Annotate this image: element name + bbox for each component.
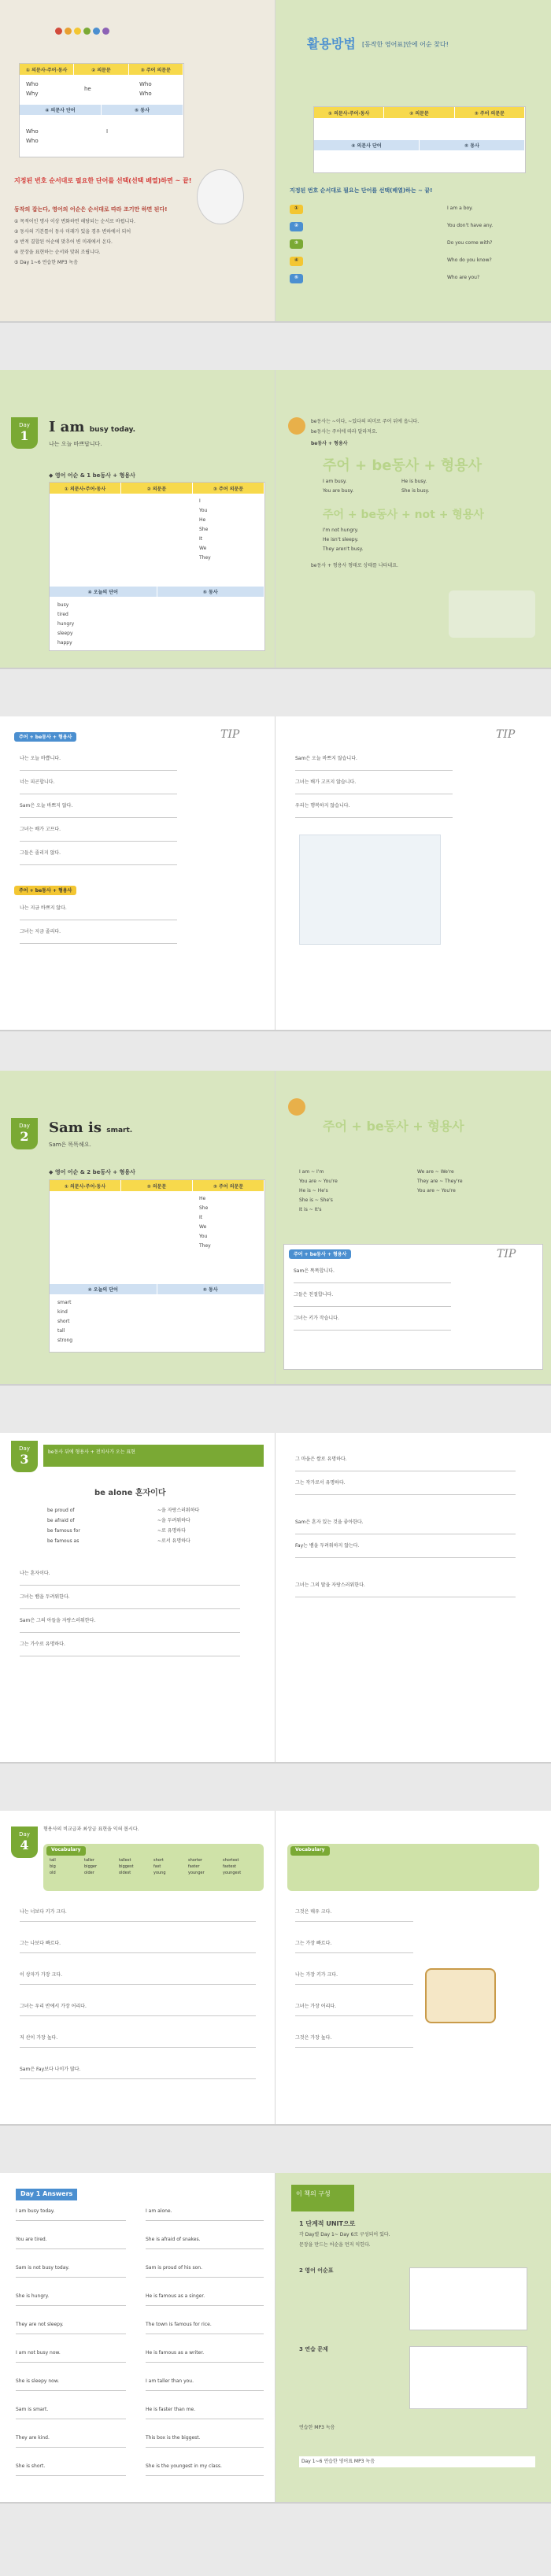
- exercise-item: Sam은 오늘 바쁘지 않다.: [20, 803, 73, 809]
- word: tall: [57, 1328, 65, 1334]
- right-rows: [290, 203, 542, 290]
- list-item: 그는 가장 빠르다.: [295, 1941, 332, 1946]
- table-head-1: ① 의문사·주어·동사: [50, 483, 121, 494]
- table-head-2: ② 의문문: [384, 107, 454, 118]
- bubble-text: 지정된 번호 순서대로 필요한 단어를 선택(선택 배열)하면 ~ 끝!: [14, 177, 192, 184]
- vocab-label: Vocabulary: [46, 1846, 86, 1856]
- list-item: 나는 가장 키가 크다.: [295, 1972, 338, 1978]
- col3-item: She: [199, 1205, 209, 1211]
- rabbit-mascot-icon: [197, 169, 244, 224]
- table-cell: Who: [26, 81, 39, 87]
- spread-7: [0, 2173, 551, 2504]
- word: short: [57, 1319, 70, 1324]
- word: strong: [57, 1338, 73, 1343]
- exercise-item: Sam은 오늘 바쁘지 않습니다.: [295, 756, 357, 761]
- note: They aren't busy.: [323, 546, 364, 552]
- list-item: She is the youngest in my class.: [146, 2463, 222, 2469]
- vocab-word: taller: [84, 1858, 94, 1863]
- day-tab: Day 2: [11, 1118, 38, 1149]
- vocab-word: big: [50, 1864, 56, 1869]
- col3-item: You: [199, 1234, 208, 1239]
- phrase-ko: ~로 유명하다: [157, 1528, 186, 1534]
- vocab-box-right: [287, 1844, 539, 1891]
- table-head-2: ② 의문문: [121, 483, 193, 494]
- table-head-1: ① 의문사·주어·동사: [50, 1180, 121, 1191]
- list-item: 그녀는 가장 어리다.: [295, 2004, 337, 2009]
- table-cell: Who: [26, 128, 39, 135]
- col3-item: We: [199, 546, 207, 551]
- list-item: 그것은 가장 높다.: [295, 2035, 332, 2041]
- page-1-left: [0, 0, 276, 321]
- spread-6: [0, 1811, 551, 2126]
- car-illustration-icon: [449, 590, 535, 638]
- section-label: ◆ 영어 어순 & 1 be동사 + 형용사: [49, 472, 135, 479]
- list-item: The town is famous for rice.: [146, 2322, 212, 2327]
- tv-illustration-icon: [425, 1968, 496, 2023]
- left-point: ④ 문장을 표현하는 순서와 맞춰 조립니다.: [14, 250, 101, 255]
- note: I'm not hungry.: [323, 527, 359, 533]
- step-label: 주어 + be동사 + 형용사: [289, 1249, 351, 1259]
- room-illustration-icon: [299, 835, 441, 945]
- vocab-grid: [50, 1858, 257, 1875]
- page-title: 활용방법: [307, 36, 356, 51]
- list-item: This box is the biggest.: [146, 2435, 201, 2441]
- list-item: I am taller than you.: [146, 2378, 194, 2384]
- contraction: We are ~ We're: [417, 1169, 454, 1175]
- contraction: They are ~ They're: [417, 1179, 463, 1184]
- day1-left: [0, 370, 276, 668]
- order-table: [19, 63, 184, 157]
- vocab-word: fastest: [223, 1864, 237, 1869]
- list-item: They are kind.: [16, 2435, 50, 2441]
- exercise-item: 그녀는 배가 고프다.: [20, 827, 61, 832]
- list-item: Sam is proud of his son.: [146, 2265, 202, 2271]
- vocab-word: fast: [153, 1864, 161, 1869]
- spread-4: [0, 1071, 551, 1386]
- list-item: I am busy today.: [16, 2208, 55, 2214]
- point: He is busy.: [401, 479, 427, 484]
- vocab-word: oldest: [119, 1871, 131, 1875]
- list-item: They are not sleepy.: [16, 2322, 64, 2327]
- vocab-word: tall: [50, 1858, 56, 1863]
- list-item: He is faster than me.: [146, 2407, 196, 2412]
- list-item: I am alone.: [146, 2208, 172, 2214]
- exercise-item: 그들은 친절합니다.: [294, 1292, 334, 1297]
- exercise-item: 그는 작가로서 유명하다.: [295, 1480, 346, 1486]
- point: be동사 + 형용사: [311, 441, 348, 446]
- table-head-3: ③ 주어 의문문: [455, 107, 525, 118]
- list-item: Sam은 Fay보다 나이가 많다.: [20, 2067, 81, 2072]
- subhead-2: ⑤ 동사: [157, 587, 265, 597]
- row-answer: Do you come with?: [447, 240, 493, 246]
- exercise-item: Fay는 뱀을 두려워하지 않는다.: [295, 1543, 360, 1549]
- left-heading: 동작의 잡는다, 영어의 어순은 순서대로 따라 조기만 하면 된다!: [14, 206, 168, 213]
- formula-1: 주어 + be동사 + 형용사: [323, 457, 483, 474]
- col3-item: You: [199, 508, 208, 513]
- exercise-item: 너는 피곤합니다.: [20, 779, 55, 785]
- col3-item: They: [199, 555, 211, 561]
- row-answer: You don't have any.: [447, 223, 494, 228]
- day1-exercise-left: [0, 716, 276, 1030]
- list-item: She is hungry.: [16, 2293, 50, 2299]
- contraction: You are ~ You're: [417, 1188, 456, 1194]
- vocab-box: [43, 1844, 264, 1891]
- list-item: 그것은 매우 크다.: [295, 1909, 332, 1915]
- day2-right: [276, 1071, 551, 1384]
- table-cell: he: [84, 86, 91, 92]
- vocab-word: young: [153, 1871, 166, 1875]
- bottom-note: be동사 + 형용사 형태로 상태를 나타내요.: [311, 563, 398, 568]
- col3-item: It: [199, 1215, 203, 1220]
- list-item: Sam is not busy today.: [16, 2265, 69, 2271]
- table-head-3: ③ 주어 의문문: [193, 483, 264, 494]
- word: hungry: [57, 621, 75, 627]
- chick-mascot-icon: [288, 417, 305, 435]
- table-head-2: ② 의문문: [74, 64, 128, 75]
- word: happy: [57, 640, 72, 646]
- exercise-box: [283, 1244, 543, 1370]
- phrase: be afraid of: [47, 1518, 75, 1523]
- spread-1: [0, 0, 551, 323]
- guide-point: 문장을 만드는 어순을 먼저 익힌다.: [299, 2242, 371, 2248]
- list-item: 그는 나보다 빠르다.: [20, 1941, 61, 1946]
- word: busy: [57, 602, 69, 608]
- guide-point: 1 단계적 UNIT으로: [299, 2220, 356, 2227]
- vocab-word: youngest: [223, 1871, 242, 1875]
- vocab-word: bigger: [84, 1864, 98, 1869]
- right-heading: 지정된 번호 순서대로 필요는 단어를 선택(배열)하는 ~ 끝!: [290, 187, 433, 194]
- exercise-item: 그들은 졸리지 않다.: [20, 850, 61, 856]
- tip-label: TIP: [220, 728, 240, 741]
- contraction: I am ~ I'm: [299, 1169, 324, 1175]
- answers-left: [0, 2173, 276, 2502]
- spread-5: [0, 1433, 551, 1764]
- vocab-word: shorter: [188, 1858, 202, 1863]
- step-label: 주어 + be동사 + 형용사: [14, 732, 76, 742]
- point: be동사는 ~이다, ~있다의 의미로 주어 뒤에 옵니다.: [311, 419, 420, 424]
- answers-title: Day 1 Answers: [16, 2189, 77, 2200]
- row-label: ④: [290, 257, 303, 266]
- day1-exercise-right: [276, 716, 551, 1030]
- table-cell: Why: [26, 91, 39, 97]
- intro: 형용사의 비교급과 최상급 표현을 익혀 봅시다.: [43, 1827, 139, 1832]
- list-item: I am not busy now.: [16, 2350, 61, 2356]
- contraction: You are ~ You're: [299, 1179, 338, 1184]
- headline-ko: Sam은 똑똑해요.: [49, 1142, 91, 1148]
- formula: 주어 + be동사 + 형용사: [323, 1119, 464, 1134]
- list-item: She is short.: [16, 2463, 46, 2469]
- day1-table: [49, 482, 265, 651]
- table-head-2: ② 의문문: [121, 1180, 193, 1191]
- spread-3: [0, 716, 551, 1031]
- row-label: ②: [290, 222, 303, 231]
- center-title: be alone 혼자이다: [94, 1489, 166, 1497]
- list-item: He is famous as a writer.: [146, 2350, 205, 2356]
- exercise-item: Sam은 똑똑합니다.: [294, 1268, 335, 1274]
- col3-item: He: [199, 1196, 206, 1201]
- vocab-word: tallest: [119, 1858, 131, 1863]
- table-cell: Who: [139, 81, 152, 87]
- spread-2: [0, 370, 551, 669]
- left-point: ② 동사의 기본틀이 동사 미래가 있을 경우 변하에서 되어: [14, 229, 131, 235]
- table-cell: Who: [139, 91, 152, 97]
- list-item: 저 산이 가장 높다.: [20, 2035, 58, 2041]
- exercise-item: 그 마을은 쌀로 유명하다.: [295, 1456, 347, 1462]
- table-cell: Who: [26, 138, 39, 144]
- exercise-item: Sam은 혼자 있는 것을 좋아한다.: [295, 1519, 364, 1525]
- formula-2: 주어 + be동사 + not + 형용사: [323, 509, 484, 521]
- word: tired: [57, 612, 68, 617]
- tip-label: TIP: [496, 728, 516, 741]
- exercise-item: 그녀는 키가 작습니다.: [294, 1316, 339, 1321]
- subhead-2: ⑤ 동사: [157, 1284, 265, 1294]
- row2-head-1: ④ 의문사 단어: [20, 105, 102, 115]
- guide-point: 3 연습 문제: [299, 2346, 328, 2352]
- left-point: ③ 반적 결합된 어순에 맞추어 변 미래에서 온다.: [14, 239, 113, 245]
- vocab-word: shortest: [223, 1858, 239, 1863]
- day-headline: Sam is smart.: [49, 1120, 133, 1136]
- point: I am busy.: [323, 479, 347, 484]
- phrase: be famous as: [47, 1538, 80, 1544]
- day-footer: Day 1~6 연습한 영어표 MP3 녹음: [299, 2456, 535, 2467]
- exercise-item: Sam은 그의 아들을 자랑스러워한다.: [20, 1618, 96, 1623]
- table-head-1: ① 의문사·주어·동사: [314, 107, 384, 118]
- subhead-1: ④ 오늘의 단어: [50, 1284, 157, 1294]
- page-subtitle: [동작한 영어표]안에 어순 찾다!: [362, 41, 449, 48]
- headline-ko: 나는 오늘 바쁘답니다.: [49, 441, 102, 447]
- exercise-item: 그녀는 뱀을 두려워한다.: [20, 1594, 70, 1600]
- vocab-word: old: [50, 1871, 56, 1875]
- row-label: ③: [290, 239, 303, 249]
- exercise-item: 그는 가수로 유명하다.: [20, 1641, 65, 1647]
- point: You are busy.: [323, 488, 354, 494]
- day1-right: [276, 370, 551, 668]
- vocab-word: biggest: [119, 1864, 134, 1869]
- list-item: 이 상자가 가장 크다.: [20, 1972, 62, 1978]
- point: be동사는 주어에 따라 달라져요.: [311, 429, 378, 435]
- day3-left: [0, 1433, 276, 1762]
- section-label: ◆ 영어 어순 & 2 be동사 + 형용사: [49, 1169, 135, 1175]
- col3-item: I: [199, 498, 201, 504]
- row2-head-2: ⑤ 동사: [102, 105, 183, 115]
- phrase-ko: ~을 자랑스러워하다: [157, 1508, 200, 1513]
- list-item: 그녀는 우리 반에서 가장 어리다.: [20, 2004, 87, 2009]
- step-label-2: 주어 + be동사 + 형용사: [14, 886, 76, 895]
- exercise-item: 나는 혼자이다.: [20, 1571, 50, 1576]
- col3-item: It: [199, 536, 203, 542]
- exercise-item: 우리는 행복하지 않습니다.: [295, 803, 350, 809]
- col3-item: He: [199, 517, 206, 523]
- row3-head-2: ⑤ 동사: [420, 140, 525, 150]
- table-head-3: ③ 주어 의문문: [129, 64, 183, 75]
- point: She is busy.: [401, 488, 430, 494]
- contraction: She is ~ She's: [299, 1197, 333, 1203]
- word: kind: [57, 1309, 68, 1315]
- guide-point: 연습한 MP3 녹음: [299, 2425, 335, 2430]
- list-item: 나는 너보다 키가 크다.: [20, 1909, 67, 1915]
- day-tab: Day 3: [11, 1441, 38, 1472]
- phrase: be proud of: [47, 1508, 75, 1513]
- table-head-3: ③ 주어 의문문: [193, 1180, 264, 1191]
- row-label: ①: [290, 205, 303, 214]
- day-tab: Day 1: [11, 417, 38, 449]
- day4-left: [0, 1811, 276, 2124]
- vocab-word: short: [153, 1858, 164, 1863]
- intro-bar: be동사 뒤에 형용사 + 전치사가 오는 표현: [43, 1445, 264, 1467]
- row-answer: Who do you know?: [447, 257, 492, 263]
- exercise-item: 그녀는 그의 딸을 자랑스러워한다.: [295, 1582, 365, 1588]
- row-answer: I am a boy.: [447, 205, 473, 211]
- guide-right: [276, 2173, 551, 2502]
- table-head-1: ① 의문사·주어·동사: [20, 64, 74, 75]
- contraction: He is ~ He's: [299, 1188, 328, 1194]
- vocab-word: younger: [188, 1871, 205, 1875]
- preview-thumb-1-icon: [409, 2267, 527, 2330]
- exercise-item: 그녀는 배가 고프지 않습니다.: [295, 779, 357, 785]
- phrase-ko: ~로서 유명하다: [157, 1538, 190, 1544]
- exercise-item: 나는 오늘 바쁩니다.: [20, 756, 61, 761]
- left-point: ⑤ Day 1~6 연습한 MP3 녹음: [14, 260, 79, 265]
- vocab-word: faster: [188, 1864, 200, 1869]
- left-point: ① 목적어인 명사 이상 변화하면 해당되는 순서로 바뀝니다.: [14, 219, 135, 224]
- vocab-word: older: [84, 1871, 94, 1875]
- day-tab: Day 4: [11, 1827, 38, 1858]
- row-answer: Who are you?: [447, 275, 480, 280]
- contraction: It is ~ It's: [299, 1207, 322, 1212]
- day4-right: [276, 1811, 551, 2124]
- list-item: Sam is smart.: [16, 2407, 49, 2412]
- row-label: ⑤: [290, 274, 303, 283]
- page-1-right: [276, 0, 551, 321]
- right-table: [313, 106, 526, 173]
- number-chips: [55, 28, 189, 37]
- guide-title: 이 책의 구성: [291, 2185, 354, 2211]
- subhead-1: ④ 오늘의 단어: [50, 587, 157, 597]
- phrase-ko: ~을 두려워하다: [157, 1518, 190, 1523]
- exercise-item: 그녀는 지금 졸리다.: [20, 929, 61, 935]
- table-cell: I: [106, 128, 109, 135]
- col3-item: She: [199, 527, 209, 532]
- day2-left: [0, 1071, 276, 1384]
- exercise-item: 나는 지금 바쁘지 않다.: [20, 905, 67, 911]
- word: sleepy: [57, 631, 73, 636]
- phrase: be famous for: [47, 1528, 80, 1534]
- day2-table: [49, 1179, 265, 1353]
- tip-label: TIP: [497, 1248, 516, 1260]
- day3-right: [276, 1433, 551, 1762]
- day-headline: I am busy today.: [49, 419, 136, 435]
- list-item: You are tired.: [16, 2237, 47, 2242]
- list-item: He is famous as a singer.: [146, 2293, 205, 2299]
- note: He isn't sleepy.: [323, 537, 359, 542]
- vocab-label: Vocabulary: [290, 1846, 330, 1856]
- word: smart: [57, 1300, 72, 1305]
- list-item: She is sleepy now.: [16, 2378, 60, 2384]
- row3-head-1: ④ 의문사 단어: [314, 140, 420, 150]
- col3-item: We: [199, 1224, 207, 1230]
- guide-point: 2 영어 어순표: [299, 2267, 334, 2274]
- chick-mascot-icon: [288, 1098, 305, 1116]
- preview-thumb-2-icon: [409, 2346, 527, 2409]
- guide-point: 각 Day별 Day 1~ Day 6로 구성되어 있다.: [299, 2232, 390, 2237]
- list-item: She is afraid of snakes.: [146, 2237, 201, 2242]
- col3-item: They: [199, 1243, 211, 1249]
